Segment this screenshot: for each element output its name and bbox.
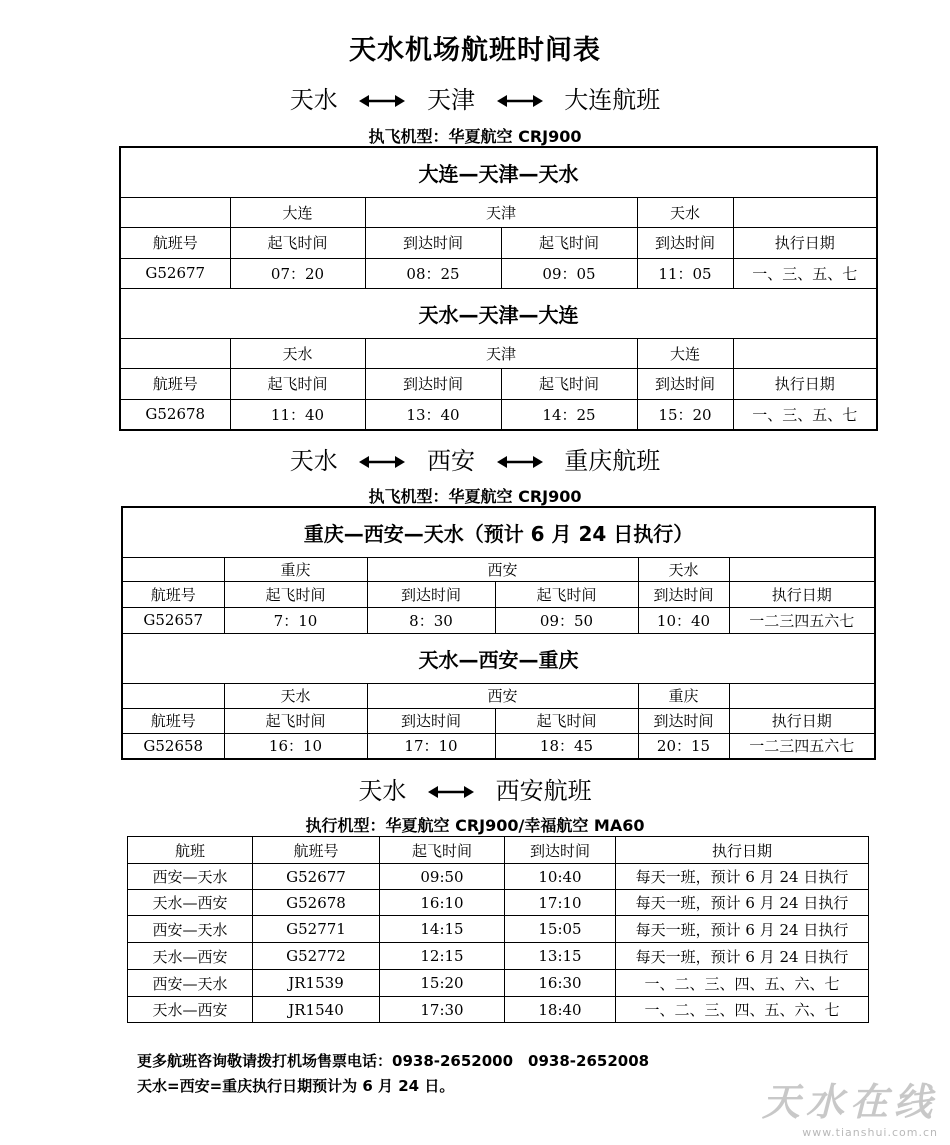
table-header: 大连—天津—天水: [120, 147, 877, 197]
col-header: 到达时间: [367, 581, 495, 607]
table-row: [128, 916, 869, 943]
schedule-table-1: [119, 146, 878, 431]
flight-number: G52677: [120, 258, 230, 288]
route-city: 重庆航班: [564, 447, 661, 475]
blank-cell: [122, 557, 224, 581]
flight-number: G52771: [253, 916, 380, 943]
route-cell: 西安—天水: [128, 864, 253, 890]
col-header: 航班号: [253, 837, 380, 864]
col-header: 执行日期: [733, 227, 877, 258]
time-cell: 09：50: [495, 607, 638, 633]
date-note: 天水=西安=重庆执行日期预计为 6 月 24 日。: [137, 1077, 455, 1095]
route-city: 天水: [289, 86, 338, 114]
table-header: 天水—天津—大连: [120, 288, 877, 338]
col-header: 执行日期: [733, 368, 877, 399]
days-cell: 一、二、三、四、五、六、七: [616, 997, 869, 1023]
aircraft-type-1: 执飞机型：华夏航空 CRJ900: [368, 127, 582, 146]
blank-cell: [729, 557, 875, 581]
table-header: 重庆—西安—天水（预计 6 月 24 日执行）: [122, 507, 875, 557]
route-city: 天水: [358, 777, 407, 805]
time-cell: 15：20: [637, 399, 733, 430]
blank-cell: [120, 197, 230, 227]
city-cell: 大连: [637, 338, 733, 368]
col-header: 到达时间: [638, 708, 729, 733]
route-city: 西安航班: [495, 777, 592, 805]
time-cell: 18：45: [495, 733, 638, 759]
col-header: 航班号: [122, 708, 224, 733]
time-cell: 09：05: [501, 258, 637, 288]
table-row: [128, 943, 869, 970]
watermark-text: 天水在线: [761, 1080, 938, 1124]
col-header: 航班号: [120, 368, 230, 399]
blank-cell: [733, 197, 877, 227]
flight-number: G52678: [253, 890, 380, 916]
flight-number: G52677: [253, 864, 380, 890]
time-cell: 14:15: [380, 916, 505, 943]
col-header: 执行日期: [729, 708, 875, 733]
time-cell: 11：40: [230, 399, 365, 430]
days-cell: 一二三四五六七: [729, 607, 875, 633]
col-header: 到达时间: [365, 368, 501, 399]
city-cell: 天津: [365, 197, 637, 227]
time-cell: 7：10: [224, 607, 367, 633]
col-header: 起飞时间: [495, 708, 638, 733]
time-cell: 16：10: [224, 733, 367, 759]
time-cell: 8：30: [367, 607, 495, 633]
flight-number: G52772: [253, 943, 380, 970]
double-arrow-icon: [359, 94, 405, 108]
route-cell: 天水—西安: [128, 997, 253, 1023]
col-header: 航班: [128, 837, 253, 864]
city-cell: 大连: [230, 197, 365, 227]
col-header: 执行日期: [729, 581, 875, 607]
col-header: 到达时间: [637, 227, 733, 258]
time-cell: 14：25: [501, 399, 637, 430]
col-header: 起飞时间: [224, 708, 367, 733]
table-row: [128, 997, 869, 1023]
city-cell: 天水: [638, 557, 729, 581]
table-row: [128, 890, 869, 916]
days-cell: 一、二、三、四、五、六、七: [616, 970, 869, 997]
double-arrow-icon: [359, 455, 405, 469]
table-header: 天水—西安—重庆: [122, 633, 875, 683]
schedule-table-2: [121, 506, 876, 760]
col-header: 航班号: [120, 227, 230, 258]
flight-number: G52678: [120, 399, 230, 430]
blank-cell: [733, 338, 877, 368]
time-cell: 10：40: [638, 607, 729, 633]
time-cell: 17：10: [367, 733, 495, 759]
days-cell: 一二三四五六七: [729, 733, 875, 759]
time-cell: 10:40: [505, 864, 616, 890]
time-cell: 16:10: [380, 890, 505, 916]
schedule-table-3: [127, 836, 869, 1023]
city-cell: 西安: [367, 683, 638, 708]
route-cell: 天水—西安: [128, 943, 253, 970]
col-header: 起飞时间: [495, 581, 638, 607]
time-cell: 17:10: [505, 890, 616, 916]
blank-cell: [729, 683, 875, 708]
time-cell: 12:15: [380, 943, 505, 970]
page-title: 天水机场航班时间表: [349, 35, 601, 66]
city-cell: 重庆: [638, 683, 729, 708]
col-header: 起飞时间: [224, 581, 367, 607]
col-header: 起飞时间: [230, 227, 365, 258]
flight-number: G52657: [122, 607, 224, 633]
route-city: 天津: [427, 86, 475, 114]
col-header: 执行日期: [616, 837, 869, 864]
time-cell: 09:50: [380, 864, 505, 890]
city-cell: 西安: [367, 557, 638, 581]
contact-note: 更多航班咨询敬请拨打机场售票电话：0938-2652000 0938-2652008: [137, 1052, 650, 1070]
flight-number: JR1539: [253, 970, 380, 997]
days-cell: 每天一班，预计 6 月 24 日执行: [616, 916, 869, 943]
time-cell: 13：40: [365, 399, 501, 430]
route-heading-2: [0, 441, 950, 476]
col-header: 起飞时间: [501, 227, 637, 258]
watermark-url: www.tianshui.com.cn: [802, 1126, 938, 1139]
days-cell: 每天一班，预计 6 月 24 日执行: [616, 864, 869, 890]
double-arrow-icon: [428, 785, 474, 799]
watermark: [762, 1071, 938, 1139]
table-row: [128, 864, 869, 890]
route-cell: 西安—天水: [128, 970, 253, 997]
col-header: 到达时间: [365, 227, 501, 258]
time-cell: 11：05: [637, 258, 733, 288]
route-city: 大连航班: [564, 86, 661, 114]
flight-number: G52658: [122, 733, 224, 759]
time-cell: 20：15: [638, 733, 729, 759]
col-header: 航班号: [122, 581, 224, 607]
city-cell: 重庆: [224, 557, 367, 581]
days-cell: 一、三、五、七: [733, 258, 877, 288]
col-header: 起飞时间: [230, 368, 365, 399]
days-cell: 每天一班，预计 6 月 24 日执行: [616, 890, 869, 916]
time-cell: 13:15: [505, 943, 616, 970]
blank-cell: [120, 338, 230, 368]
col-header: 到达时间: [638, 581, 729, 607]
route-cell: 天水—西安: [128, 890, 253, 916]
table-row: [122, 607, 875, 633]
time-cell: 15:05: [505, 916, 616, 943]
col-header: 起飞时间: [501, 368, 637, 399]
flight-number: JR1540: [253, 997, 380, 1023]
table-row: [120, 399, 877, 430]
city-cell: 天津: [365, 338, 637, 368]
table-row: [128, 970, 869, 997]
route-city: 天水: [289, 447, 338, 475]
days-cell: 一、三、五、七: [733, 399, 877, 430]
city-cell: 天水: [224, 683, 367, 708]
city-cell: 天水: [637, 197, 733, 227]
col-header: 到达时间: [367, 708, 495, 733]
time-cell: 18:40: [505, 997, 616, 1023]
city-cell: 天水: [230, 338, 365, 368]
double-arrow-icon: [497, 455, 543, 469]
time-cell: 17:30: [380, 997, 505, 1023]
route-heading-1: [0, 80, 950, 115]
time-cell: 08：25: [365, 258, 501, 288]
col-header: 到达时间: [505, 837, 616, 864]
blank-cell: [122, 683, 224, 708]
aircraft-type-3: 执行机型：华夏航空 CRJ900/幸福航空 MA60: [305, 816, 645, 835]
double-arrow-icon: [497, 94, 543, 108]
aircraft-type-2: 执飞机型：华夏航空 CRJ900: [368, 487, 582, 506]
route-cell: 西安—天水: [128, 916, 253, 943]
time-cell: 15:20: [380, 970, 505, 997]
table-row: [120, 258, 877, 288]
col-header: 起飞时间: [380, 837, 505, 864]
col-header: 到达时间: [637, 368, 733, 399]
time-cell: 07：20: [230, 258, 365, 288]
days-cell: 每天一班，预计 6 月 24 日执行: [616, 943, 869, 970]
route-heading-3: [0, 771, 950, 806]
route-city: 西安: [427, 447, 475, 475]
time-cell: 16:30: [505, 970, 616, 997]
table-row: [122, 733, 875, 759]
